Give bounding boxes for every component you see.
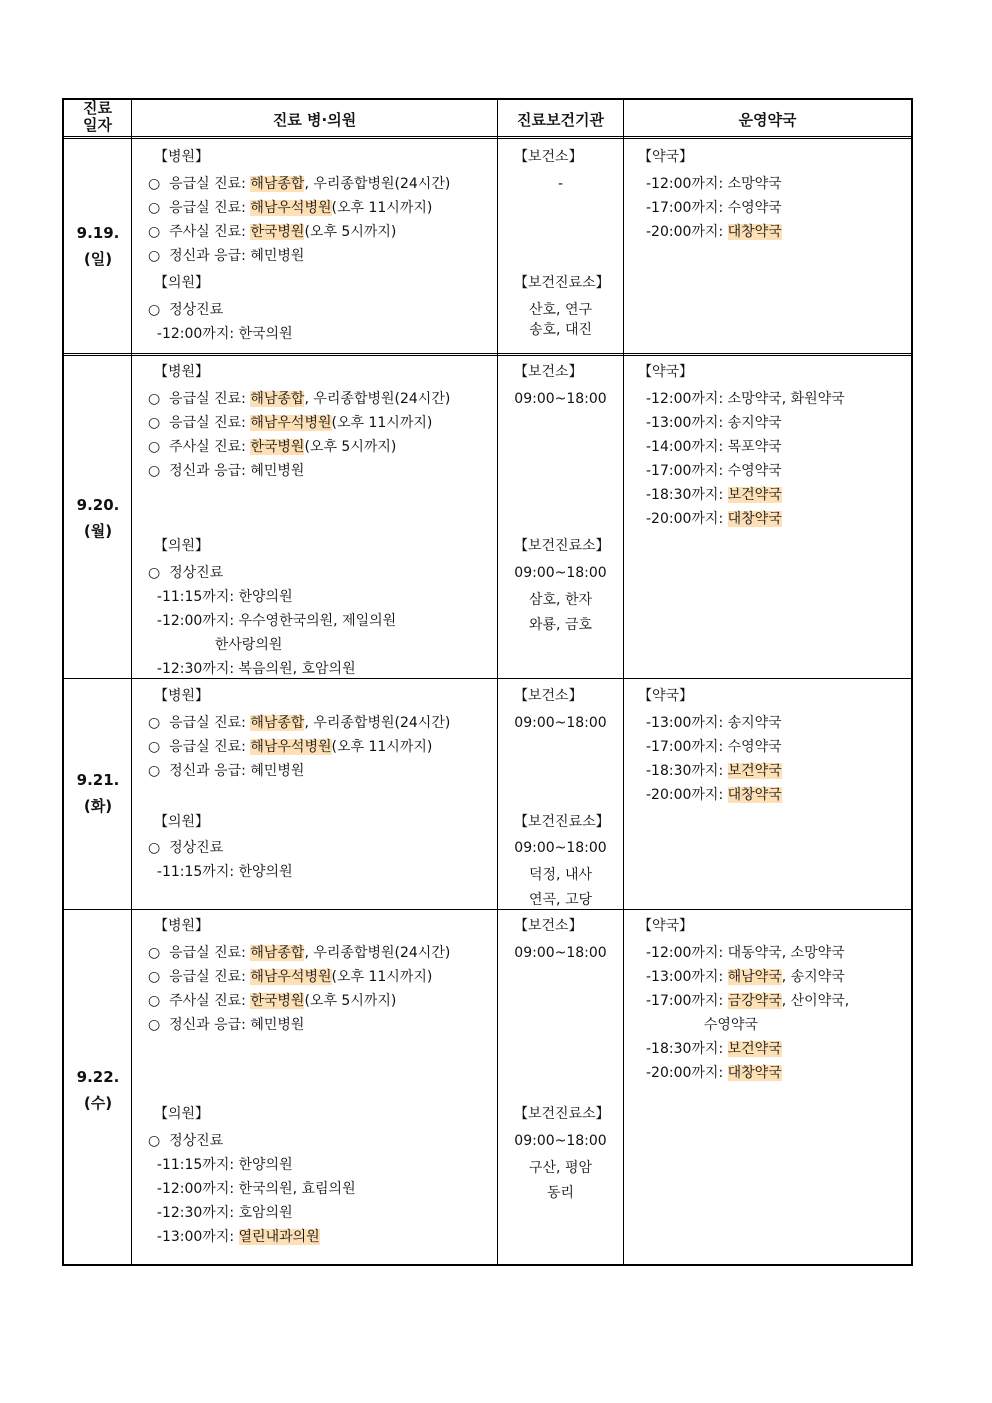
date-cell [64, 767, 132, 819]
line-text: -11:15까지: 한양의원 [148, 589, 293, 605]
highlighted-text: 보건약국 [727, 763, 782, 779]
clinic-line [148, 612, 396, 630]
date-label: 9.21. [76, 771, 120, 789]
health-line: 09:00~18:00 [514, 715, 607, 731]
pharmacy-line [646, 199, 782, 217]
line-text: , 송지약국 [781, 969, 845, 985]
line-text: ○ 응급실 진료: [148, 200, 251, 216]
line-text: ○ 정상진료 [148, 840, 224, 856]
line-text: ○ 응급실 진료: [148, 415, 251, 431]
line-text: -11:15까지: 한양의원 [148, 864, 293, 880]
line-text: 한사랑의원 [148, 637, 283, 653]
header-date-line: 일자 [83, 116, 112, 134]
health-line: 09:00~18:00 [514, 945, 607, 961]
health-section-title: 【보건소】 [514, 918, 583, 934]
clinic-line [148, 325, 293, 343]
hospital-line [148, 390, 450, 408]
header-pharmacy: 운영약국 [738, 111, 797, 129]
line-text: (오후 5시까지) [304, 224, 397, 240]
line-text: , 산이약국, [781, 993, 850, 1009]
hospital-line [148, 223, 396, 241]
highlighted-text: 해남종합 [250, 391, 305, 407]
highlighted-text: 해남우석병원 [250, 969, 332, 985]
line-text: , 우리종합병원(24시간) [304, 391, 451, 407]
weekday-label: (일) [83, 250, 113, 268]
clinic-line [148, 588, 293, 606]
center-line: 삼호, 한자 [529, 592, 592, 608]
hospital-line [148, 968, 432, 986]
line-text: ○ 정신과 응급: 혜민병원 [148, 463, 305, 479]
highlighted-text: 해남종합 [250, 945, 305, 961]
clinic-line [148, 1204, 293, 1222]
pharmacy-line [646, 510, 782, 528]
clinic-line [148, 660, 356, 678]
line-text: ○ 정상진료 [148, 302, 224, 318]
highlighted-text: 열린내과의원 [238, 1229, 320, 1245]
row-divider [64, 909, 911, 910]
line-text: (오후 11시까지) [331, 739, 433, 755]
pharmacy-section-title: 【약국】 [638, 688, 694, 704]
highlighted-text: 대창약국 [727, 511, 782, 527]
pharmacy-section-title: 【약국】 [638, 149, 694, 165]
pharmacy-line [646, 762, 782, 780]
line-text: -17:00까지: 수영약국 [646, 200, 782, 216]
pharmacy-line [646, 223, 782, 241]
line-text: -17:00까지: [646, 993, 728, 1009]
line-text: -18:30까지: [646, 1041, 728, 1057]
center-line: 연곡, 고당 [529, 892, 592, 908]
highlighted-text: 대창약국 [727, 224, 782, 240]
pharmacy-line [646, 1064, 782, 1082]
header-date [64, 100, 131, 134]
hospital-line [148, 762, 304, 780]
line-text: -18:30까지: [646, 763, 728, 779]
schedule-table [62, 98, 913, 1266]
hospital-line [148, 944, 450, 962]
line-text: -17:00까지: 수영약국 [646, 463, 782, 479]
highlighted-text: 한국병원 [250, 993, 305, 1009]
header-date-line: 진료 [83, 99, 112, 117]
center-line: 동리 [546, 1185, 575, 1201]
line-text: -12:00까지: 소망약국 [646, 176, 782, 192]
pharmacy-line [646, 786, 782, 804]
line-text: -17:00까지: 수영약국 [646, 739, 782, 755]
line-text: 수영약국 [646, 1017, 758, 1033]
clinic-line [148, 839, 223, 857]
pharmacy-line [646, 175, 782, 193]
highlighted-text: 한국병원 [250, 439, 305, 455]
line-text: -12:30까지: 복음의원, 호암의원 [148, 661, 356, 677]
line-text: -13:00까지: 송지약국 [646, 415, 782, 431]
line-text: -11:15까지: 한양의원 [148, 1157, 293, 1173]
line-text: ○ 응급실 진료: [148, 739, 251, 755]
highlighted-text: 보건약국 [727, 1041, 782, 1057]
hospital-line [148, 714, 450, 732]
pharmacy-line [646, 1040, 782, 1058]
highlighted-text: 대창약국 [727, 787, 782, 803]
header-divider [64, 136, 911, 139]
hospital-line [148, 462, 304, 480]
clinic-section-title: 【의원】 [154, 814, 210, 830]
center-section-title: 【보건진료소】 [514, 538, 610, 554]
pharmacy-line [646, 992, 849, 1010]
clinic-line [148, 564, 223, 582]
hospital-line [148, 992, 396, 1010]
pharmacy-line [646, 1016, 758, 1034]
date-cell [64, 220, 132, 272]
line-text: -12:00까지: 한국의원, 효림의원 [148, 1181, 356, 1197]
hospital-line [148, 1016, 304, 1034]
line-text: ○ 응급실 진료: [148, 391, 251, 407]
clinic-line [148, 636, 282, 654]
line-text: -12:00까지: 소망약국, 화원약국 [646, 391, 845, 407]
line-text: -13:00까지: [646, 969, 728, 985]
line-text: ○ 응급실 진료: [148, 715, 251, 731]
line-text: ○ 정신과 응급: 혜민병원 [148, 1017, 305, 1033]
health-section-title: 【보건소】 [514, 364, 583, 380]
center-line: 구산, 평암 [529, 1160, 592, 1176]
line-text: ○ 응급실 진료: [148, 969, 251, 985]
clinic-section-title: 【의원】 [154, 538, 210, 554]
highlighted-text: 해남우석병원 [250, 200, 332, 216]
line-text: ○ 정상진료 [148, 1133, 224, 1149]
center-line: 09:00~18:00 [514, 840, 607, 856]
hospital-line [148, 738, 432, 756]
clinic-line [148, 1156, 293, 1174]
clinic-section-title: 【의원】 [154, 275, 210, 291]
header-hospital: 진료 병·의원 [272, 111, 357, 129]
date-cell [64, 1064, 132, 1116]
pharmacy-line [646, 462, 782, 480]
line-text: (오후 11시까지) [331, 200, 433, 216]
line-text: -12:00까지: 대동약국, 소망약국 [646, 945, 845, 961]
hospital-line [148, 247, 304, 265]
center-line: 송호, 대진 [529, 322, 592, 338]
hospital-section-title: 【병원】 [154, 149, 210, 165]
pharmacy-section-title: 【약국】 [638, 364, 694, 380]
weekday-label: (수) [83, 1094, 113, 1112]
health-line: - [557, 176, 564, 192]
pharmacy-line [646, 968, 845, 986]
highlighted-text: 보건약국 [727, 487, 782, 503]
weekday-label: (화) [83, 797, 113, 815]
pharmacy-section-title: 【약국】 [638, 918, 694, 934]
line-text: ○ 정신과 응급: 혜민병원 [148, 763, 305, 779]
highlighted-text: 해남우석병원 [250, 739, 332, 755]
line-text: -12:00까지: 한국의원 [148, 326, 293, 342]
highlighted-text: 해남종합 [250, 176, 305, 192]
center-section-title: 【보건진료소】 [514, 1106, 610, 1122]
pharmacy-line [646, 714, 782, 732]
line-text: (오후 5시까지) [304, 439, 397, 455]
hospital-line [148, 199, 432, 217]
pharmacy-line [646, 738, 782, 756]
row-divider [64, 353, 911, 356]
hospital-section-title: 【병원】 [154, 688, 210, 704]
hospital-section-title: 【병원】 [154, 918, 210, 934]
line-text: (오후 5시까지) [304, 993, 397, 1009]
weekday-label: (월) [83, 522, 113, 540]
center-section-title: 【보건진료소】 [514, 814, 610, 830]
pharmacy-line [646, 390, 845, 408]
clinic-line [148, 1228, 320, 1246]
health-section-title: 【보건소】 [514, 688, 583, 704]
hospital-line [148, 414, 432, 432]
line-text: ○ 정상진료 [148, 565, 224, 581]
health-line: 09:00~18:00 [514, 391, 607, 407]
clinic-section-title: 【의원】 [154, 1106, 210, 1122]
line-text: ○ 응급실 진료: [148, 945, 251, 961]
pharmacy-line [646, 486, 782, 504]
line-text: ○ 정신과 응급: 혜민병원 [148, 248, 305, 264]
highlighted-text: 한국병원 [250, 224, 305, 240]
center-section-title: 【보건진료소】 [514, 275, 610, 291]
line-text: ○ 응급실 진료: [148, 176, 251, 192]
pharmacy-line [646, 944, 845, 962]
center-line: 덕정, 내사 [529, 867, 592, 883]
clinic-line [148, 863, 293, 881]
center-line: 산호, 연구 [529, 302, 592, 318]
column-divider [497, 100, 498, 1264]
line-text: ○ 주사실 진료: [148, 439, 251, 455]
highlighted-text: 해남약국 [727, 969, 782, 985]
line-text: , 우리종합병원(24시간) [304, 715, 451, 731]
header-health: 진료보건기관 [517, 111, 604, 129]
clinic-line [148, 1132, 223, 1150]
line-text: -20:00까지: [646, 511, 728, 527]
line-text: (오후 11시까지) [331, 969, 433, 985]
line-text: -18:30까지: [646, 487, 728, 503]
hospital-section-title: 【병원】 [154, 364, 210, 380]
highlighted-text: 대창약국 [727, 1065, 782, 1081]
line-text: -13:00까지: [148, 1229, 239, 1245]
line-text: (오후 11시까지) [331, 415, 433, 431]
line-text: -14:00까지: 목포약국 [646, 439, 782, 455]
line-text: -20:00까지: [646, 1065, 728, 1081]
line-text: -12:00까지: 우수영한국의원, 제일의원 [148, 613, 397, 629]
line-text: ○ 주사실 진료: [148, 993, 251, 1009]
date-label: 9.20. [76, 496, 120, 514]
row-divider [64, 678, 911, 679]
date-label: 9.22. [76, 1068, 120, 1086]
line-text: ○ 주사실 진료: [148, 224, 251, 240]
column-divider [623, 100, 624, 1264]
center-line: 09:00~18:00 [514, 1133, 607, 1149]
highlighted-text: 해남우석병원 [250, 415, 332, 431]
date-cell [64, 492, 132, 544]
highlighted-text: 해남종합 [250, 715, 305, 731]
line-text: , 우리종합병원(24시간) [304, 176, 451, 192]
pharmacy-line [646, 438, 782, 456]
health-section-title: 【보건소】 [514, 149, 583, 165]
hospital-line [148, 175, 450, 193]
pharmacy-line [646, 414, 782, 432]
date-label: 9.19. [76, 224, 120, 242]
line-text: -12:30까지: 호암의원 [148, 1205, 293, 1221]
line-text: -20:00까지: [646, 224, 728, 240]
line-text: , 우리종합병원(24시간) [304, 945, 451, 961]
clinic-line [148, 1180, 356, 1198]
line-text: -13:00까지: 송지약국 [646, 715, 782, 731]
center-line: 09:00~18:00 [514, 565, 607, 581]
hospital-line [148, 438, 396, 456]
line-text: -20:00까지: [646, 787, 728, 803]
center-line: 와룡, 금호 [529, 617, 592, 633]
highlighted-text: 금강약국 [727, 993, 782, 1009]
clinic-line [148, 301, 223, 319]
